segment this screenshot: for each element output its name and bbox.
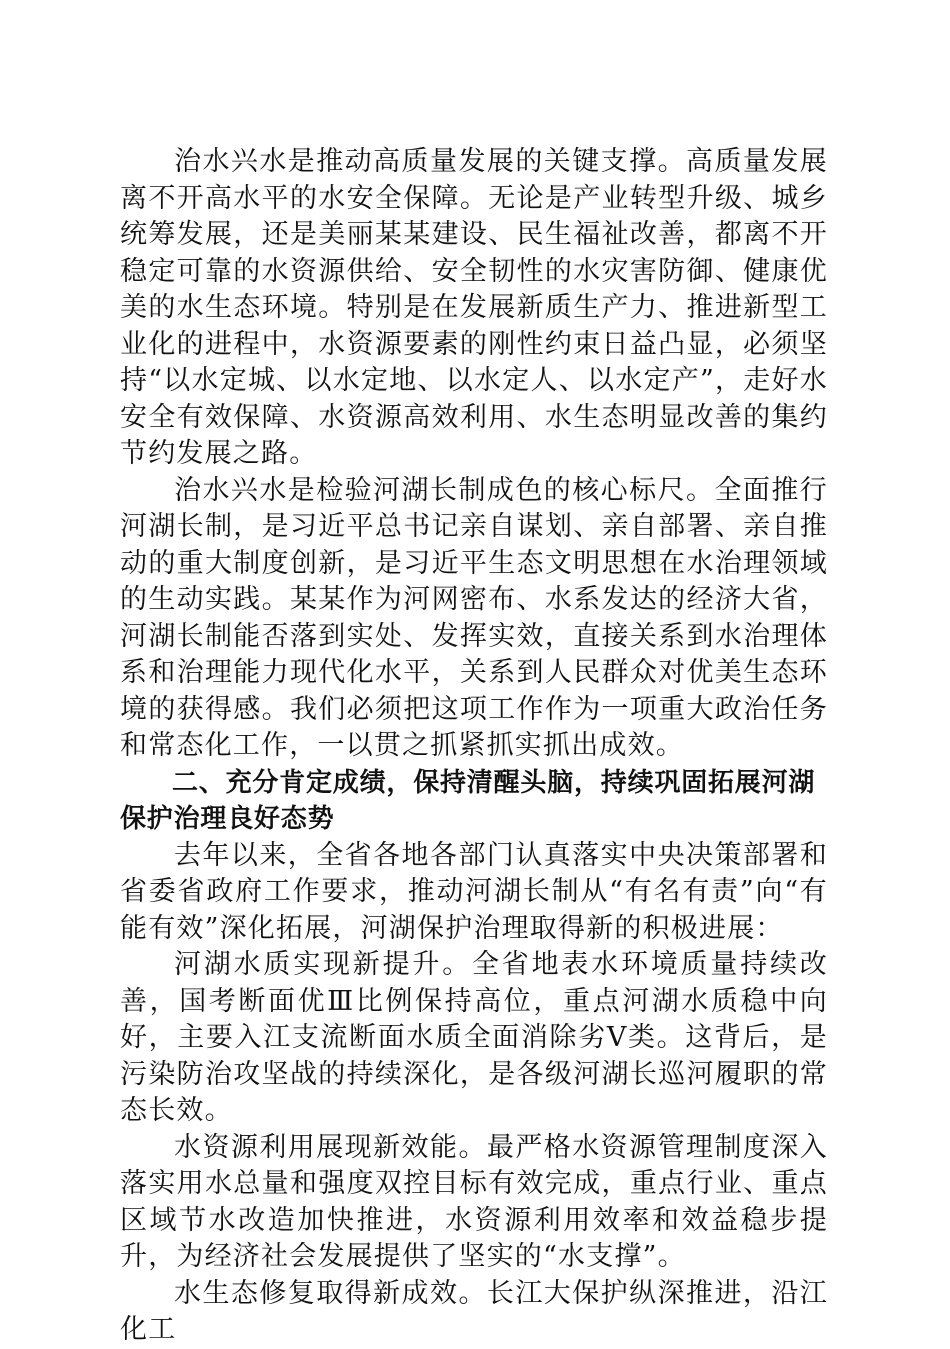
paragraph-water-resources: 水资源利用展现新效能。最严格水资源管理制度深入落实用水总量和强度双控目标有效完成，重点行业、重点区域节水改造加快推进，水资源利用效率和效益稳步提升，为经济社会发展提供了坚实的“水支撑”。 (120, 1131, 828, 1272)
section-heading: 二、充分肯定成绩，保持清醒头脑，持续巩固拓展河湖保护治理良好态势 (120, 767, 816, 834)
paragraph-progress-intro: 去年以来，全省各地各部门认真落实中央决策部署和省委省政府工作要求，推动河湖长制从“有名有责”向“有能有效”深化拓展，河湖保护治理取得新的积极进展： (120, 839, 828, 944)
paragraph-water-ecology: 水生态修复取得新成效。长江大保护纵深推进，沿江化工 (120, 1277, 828, 1345)
paragraph-river-chief-system: 治水兴水是检验河湖长制成色的核心标尺。全面推行河湖长制，是习近平总书记亲自谋划、亲自部署、亲自推动的重大制度创新，是习近平生态文明思想在水治理领域的生动实践。某某作为河网密布、水系发达的经济大省，河湖长制能否落到实处、发挥实效，直接关系到水治理体系和治理能力现代化水平，关系到人民群众对优美生态环境的获得感。我们必须把这项工作作为一项重大政治任务和常态化工作，一以贯之抓紧抓实抓出成效。 (120, 474, 828, 761)
paragraph-water-quality: 河湖水质实现新提升。全省地表水环境质量持续改善，国考断面优Ⅲ比例保持高位，重点河湖水质稳中向好，主要入江支流断面水质全面消除劣Ⅴ类。这背后，是污染防治攻坚战的持续深化，是各级河湖长巡河履职的常态长效。 (120, 949, 828, 1126)
document-body (120, 144, 828, 1349)
paragraph-water-development: 治水兴水是推动高质量发展的关键支撑。高质量发展离不开高水平的水安全保障。无论是产业转型升级、城乡统筹发展，还是美丽某某建设、民生福祉改善，都离不开稳定可靠的水资源供给、安全韧性的水灾害防御、健康优美的水生态环境。特别是在发展新质生产力、推进新型工业化的进程中，水资源要素的刚性约束日益凸显，必须坚持“以水定城、以水定地、以水定人、以水定产”，走好水安全有效保障、水资源高效利用、水生态明显改善的集约节约发展之路。 (120, 146, 828, 469)
